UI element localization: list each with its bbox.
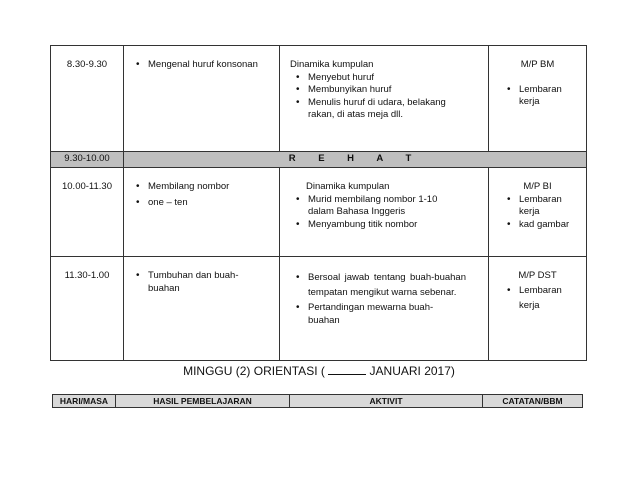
list-item: • Membunyikan huruf	[290, 84, 470, 97]
time-cell: 11.30-1.00	[51, 257, 124, 361]
subject-label: M/P DST	[518, 270, 557, 281]
outcome-cell	[124, 168, 280, 257]
notes-cell	[489, 168, 587, 257]
activity-cell	[280, 168, 489, 257]
list-item: • Mengenal huruf konsonan	[130, 59, 271, 72]
table-row	[51, 168, 587, 257]
list-item: • one – ten	[130, 197, 271, 210]
list-item: • Bersoal jawab tentang buah-buahan tempatan mengikut warna sebenar.	[290, 270, 466, 300]
break-label: R E H A T	[124, 152, 587, 168]
break-row	[51, 152, 587, 168]
header-cell: CATATAN/BBM	[483, 395, 583, 408]
date-blank	[328, 364, 366, 375]
list-item: • Membilang nombor	[130, 181, 271, 194]
list-item: • Lembaran kerja	[501, 283, 580, 313]
time-cell: 9.30-10.00	[51, 152, 124, 168]
list-item: • kad gambar	[501, 219, 580, 232]
header-cell: HASIL PEMBELAJARAN	[116, 395, 290, 408]
list-item: • Menyambung titik nombor	[290, 219, 460, 232]
list-item: • Tumbuhan dan buah-buahan	[130, 270, 239, 295]
activity-heading: Dinamika kumpulan	[290, 59, 374, 70]
activity-cell	[280, 46, 489, 152]
subject-label: M/P BI	[523, 181, 552, 192]
table-row	[51, 46, 587, 152]
list-item: • Lembaran kerja	[501, 84, 580, 109]
schedule-table	[50, 45, 587, 361]
activity-heading: Dinamika kumpulan	[306, 181, 390, 192]
notes-cell	[489, 46, 587, 152]
subject-label: M/P BM	[520, 59, 555, 70]
notes-cell	[489, 257, 587, 361]
outcome-cell	[124, 46, 280, 152]
outcome-cell	[124, 257, 280, 361]
week-title-prefix: MINGGU (2) ORIENTASI (	[183, 364, 329, 378]
list-item: • Murid membilang nombor 1-10 dalam Bahasa Inggeris	[290, 194, 460, 219]
table-row	[51, 257, 587, 361]
header-cell: AKTIVIT	[290, 395, 483, 408]
header-cell: HARI/MASA	[53, 395, 116, 408]
header-table	[52, 394, 583, 408]
time-cell: 8.30-9.30	[51, 46, 124, 152]
week-title-suffix: JANUARI 2017)	[366, 364, 455, 378]
week-title	[0, 364, 638, 378]
list-item: • Menulis huruf di udara, belakang rakan, di atas meja dll.	[290, 97, 470, 122]
activity-cell	[280, 257, 489, 361]
list-item: • Lembaran kerja	[501, 194, 580, 219]
time-cell: 10.00-11.30	[51, 168, 124, 257]
list-item: • Pertandingan mewarna buah-buahan	[290, 302, 466, 327]
list-item: • Menyebut huruf	[290, 72, 470, 85]
header-row	[53, 395, 583, 408]
